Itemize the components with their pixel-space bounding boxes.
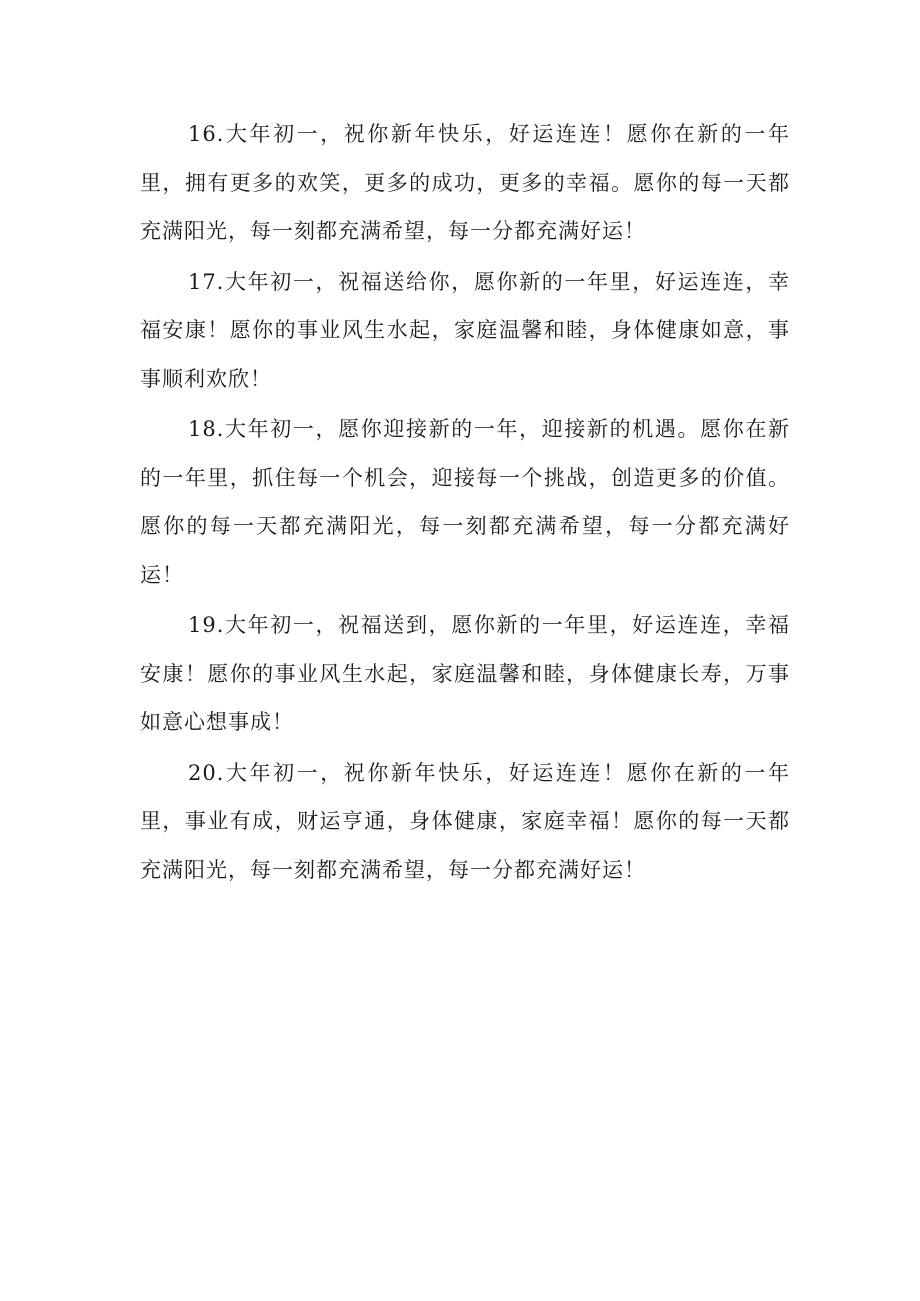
- paragraph-number: 16: [188, 122, 217, 146]
- paragraph-text: .大年初一，祝你新年快乐，好运连连！愿你在新的一年里，事业有成，财运亨通，身体健康，家庭幸福！愿你的每一天都充满阳光，每一刻都充满希望，每一分都充满好运！: [140, 760, 790, 882]
- paragraph-20: [140, 749, 790, 895]
- paragraph-number: 19: [188, 613, 217, 637]
- paragraph-text: .大年初一，愿你迎接新的一年，迎接新的机遇。愿你在新的一年里，抓住每一个机会，迎接每一个挑战，创造更多的价值。愿你的每一天都充满阳光，每一刻都充满希望，每一分都充满好运！: [140, 417, 790, 587]
- paragraph-number: 20: [188, 760, 217, 785]
- paragraph-16: [140, 110, 790, 256]
- paragraph-text: .大年初一，祝福送到，愿你新的一年里，好运连连，幸福安康！愿你的事业风生水起，家庭温馨和睦，身体健康长寿，万事如意心想事成！: [140, 613, 790, 734]
- paragraph-17: [140, 258, 790, 404]
- paragraph-number: 18: [188, 417, 217, 441]
- document-body: [140, 110, 790, 896]
- paragraph-text: .大年初一，祝你新年快乐，好运连连！愿你在新的一年里，拥有更多的欢笑，更多的成功，更多的幸福。愿你的每一天都充满阳光，每一刻都充满希望，每一分都充满好运！: [140, 122, 790, 243]
- paragraph-19: [140, 601, 790, 747]
- paragraph-text: .大年初一，祝福送给你，愿你新的一年里，好运连连，幸福安康！愿你的事业风生水起，家庭温馨和睦，身体健康如意，事事顺利欢欣！: [140, 269, 790, 391]
- paragraph-number: 17: [188, 269, 217, 294]
- paragraph-18: [140, 405, 790, 599]
